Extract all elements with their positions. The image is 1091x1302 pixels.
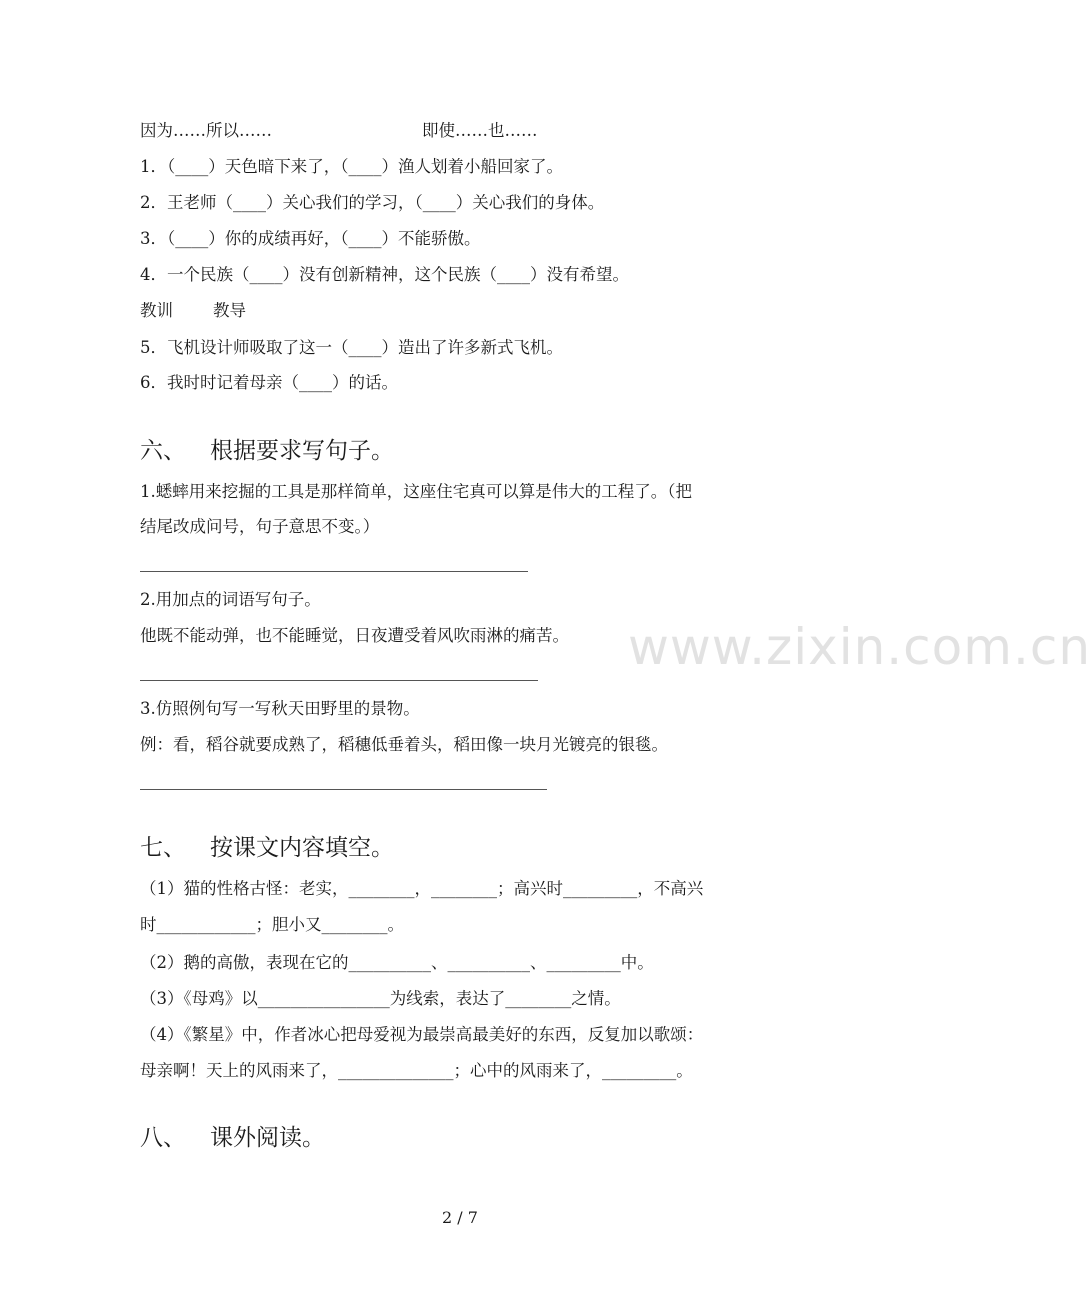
watermark: www.zixin.com.cn [628,618,1091,676]
s6-item1-line2: 结尾改成问号，句子意思不变。） [140,517,380,536]
section-8-number: 八、 [140,1125,186,1151]
s7-line4: （3）《母鸡》以________________为线索，表达了________之情。 [140,989,621,1008]
answer-line-3[interactable] [140,789,547,790]
answer-line-1[interactable] [140,571,528,572]
section-7-heading [140,833,394,863]
question-5: 5．飞机设计师吸取了这一（____）造出了许多新式飞机。 [140,338,563,357]
conjunction-pair-row [140,120,538,142]
section-8-title: 课外阅读。 [210,1125,325,1151]
page-number: 2 / 7 [442,1208,478,1227]
s7-line3: （2）鹅的高傲，表现在它的__________、__________、_________中。 [140,953,654,972]
s6-item2-text: 他既不能动弹，也不能睡觉，日夜遭受着风吹雨淋的痛苦。 [140,626,569,645]
section-6-heading [140,436,394,466]
word-choice-a: 教训 [140,301,173,320]
question-6: 6．我时时记着母亲（____）的话。 [140,373,398,392]
s7-line1: （1）猫的性格古怪：老实，________，________；高兴时_________，不高兴 [140,879,704,898]
conjunction-pair-a: 因为……所以…… [140,121,272,140]
word-choice-row [140,300,246,322]
section-6-number: 六、 [140,438,186,464]
section-7-title: 按课文内容填空。 [210,835,394,861]
section-6-title: 根据要求写句子。 [210,438,394,464]
s7-line5: （4）《繁星》中，作者冰心把母爱视为最崇高最美好的东西，反复加以歌颂： [140,1025,704,1044]
question-3: 3．（____）你的成绩再好，（____）不能骄傲。 [140,229,481,248]
conjunction-pair-b: 即使……也…… [422,121,538,140]
s6-item3-title: 3.仿照例句写一写秋天田野里的景物。 [140,699,420,718]
s6-item1-line1: 1.蟋蟀用来挖掘的工具是那样简单，这座住宅真可以算是伟大的工程了。（把 [140,482,692,501]
s6-item3-example: 例：看，稻谷就要成熟了，稻穗低垂着头，稻田像一块月光镀亮的银毯。 [140,735,668,754]
s7-line2: 时____________；胆小又________。 [140,915,404,934]
section-8-heading [140,1123,325,1153]
section-7-number: 七、 [140,835,186,861]
question-4: 4．一个民族（____）没有创新精神，这个民族（____）没有希望。 [140,265,629,284]
word-choice-b: 教导 [213,301,246,320]
s6-item2-title: 2.用加点的词语写句子。 [140,590,321,609]
s7-line6: 母亲啊！天上的风雨来了，______________；心中的风雨来了，_________。 [140,1061,693,1080]
question-1: 1．（____）天色暗下来了，（____）渔人划着小船回家了。 [140,157,563,176]
question-2: 2．王老师（____）关心我们的学习，（____）关心我们的身体。 [140,193,605,212]
answer-line-2[interactable] [140,680,538,681]
